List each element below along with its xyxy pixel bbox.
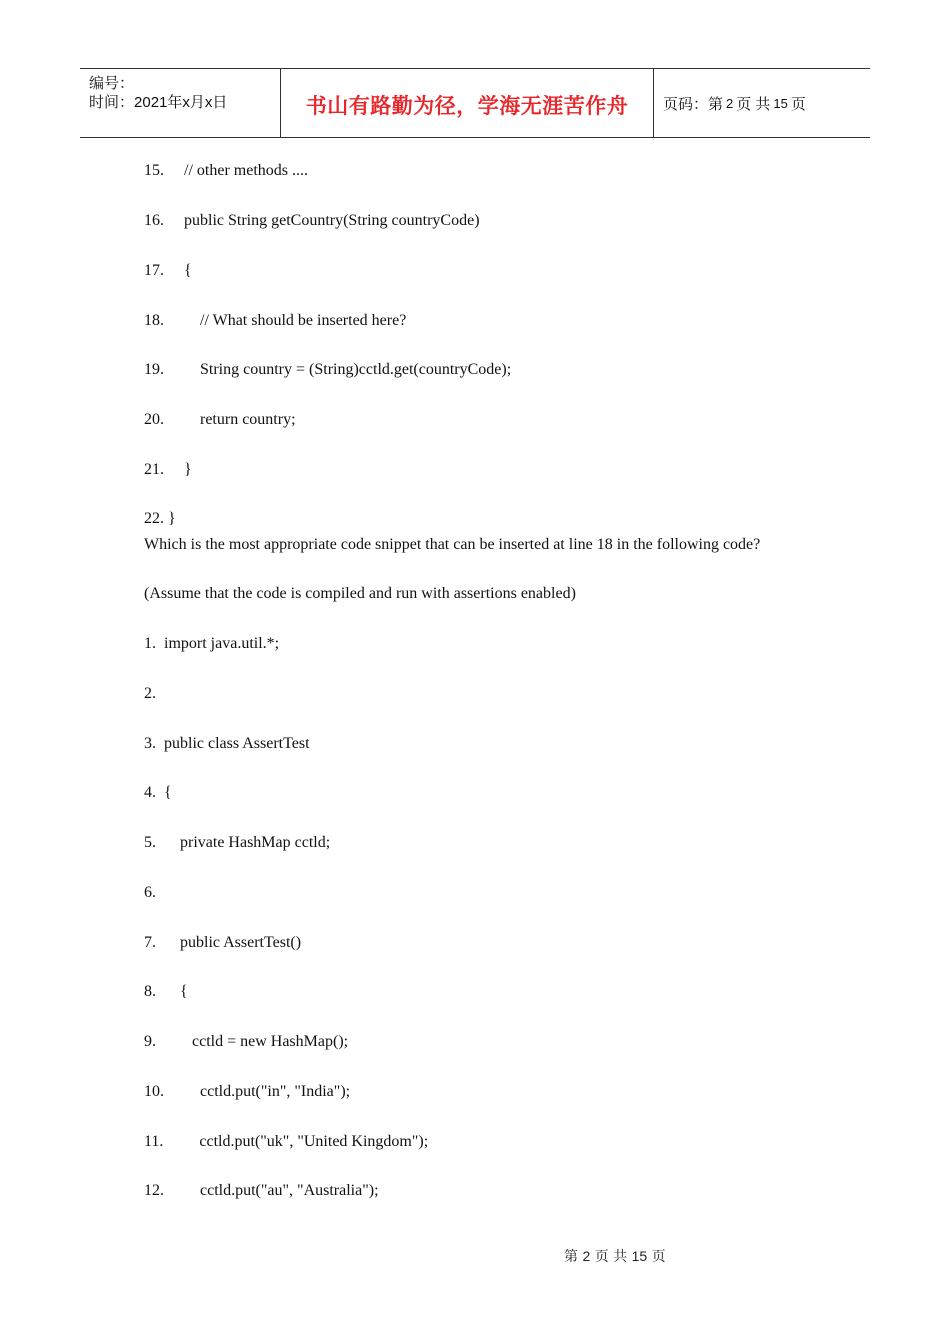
date-line bbox=[89, 91, 227, 112]
text-line: 1. import java.util.*; bbox=[144, 635, 280, 652]
page-current: 2 bbox=[726, 95, 734, 111]
page-mid: 页 共 bbox=[736, 95, 771, 113]
question-text: Which is the most appropriate code snippet that can be inserted at line 18 in the following code? bbox=[144, 536, 761, 553]
footer-mid: 页 共 bbox=[594, 1249, 628, 1265]
text-line: 12. cctld.put("au", "Australia"); bbox=[144, 1182, 379, 1199]
text-line: 10. cctld.put("in", "India"); bbox=[144, 1083, 351, 1100]
text-line: 18. // What should be inserted here? bbox=[144, 312, 407, 329]
page-label: 页码：第 bbox=[663, 95, 724, 113]
date-value: 2021年x月x日 bbox=[134, 94, 228, 111]
text-line: 2. bbox=[144, 685, 156, 702]
page-total: 15 bbox=[773, 95, 788, 111]
footer-suffix: 页 bbox=[651, 1249, 666, 1265]
footer-current: 2 bbox=[582, 1248, 591, 1264]
text-line: 11. cctld.put("uk", "United Kingdom"); bbox=[144, 1133, 429, 1150]
text-line: 20. return country; bbox=[144, 411, 296, 428]
page-footer bbox=[564, 1246, 666, 1266]
text-line: 6. bbox=[144, 884, 156, 901]
header-meta-cell bbox=[80, 69, 281, 137]
text-line: 9. cctld = new HashMap(); bbox=[144, 1033, 349, 1050]
text-line: 21. } bbox=[144, 461, 192, 478]
text-line: 16. public String getCountry(String countryCode) bbox=[144, 212, 480, 229]
text-line: 8. { bbox=[144, 983, 188, 1000]
text-line: 19. String country = (String)cctld.get(countryCode); bbox=[144, 361, 512, 378]
time-label: 时间： bbox=[89, 94, 135, 111]
footer-total: 15 bbox=[631, 1248, 648, 1264]
header-page-cell bbox=[654, 69, 870, 137]
text-line: 15. // other methods .... bbox=[144, 162, 308, 179]
text-line: 3. public class AssertTest bbox=[144, 735, 310, 752]
motto-text: 书山有路勤为径，学海无涯苦作舟 bbox=[305, 94, 629, 118]
serial-label: 编号： bbox=[89, 75, 135, 92]
question-note: (Assume that the code is compiled and run with assertions enabled) bbox=[144, 585, 576, 602]
footer-prefix: 第 bbox=[564, 1249, 578, 1265]
text-line: 17. { bbox=[144, 262, 192, 279]
page-end: 页 bbox=[790, 95, 806, 113]
text-line: 7. public AssertTest() bbox=[144, 934, 302, 951]
header-motto-cell bbox=[281, 69, 654, 137]
text-line: 4. { bbox=[144, 784, 172, 801]
page-header bbox=[80, 68, 870, 138]
text-line: 22. } bbox=[144, 510, 176, 527]
text-line: 5. private HashMap cctld; bbox=[144, 834, 331, 851]
